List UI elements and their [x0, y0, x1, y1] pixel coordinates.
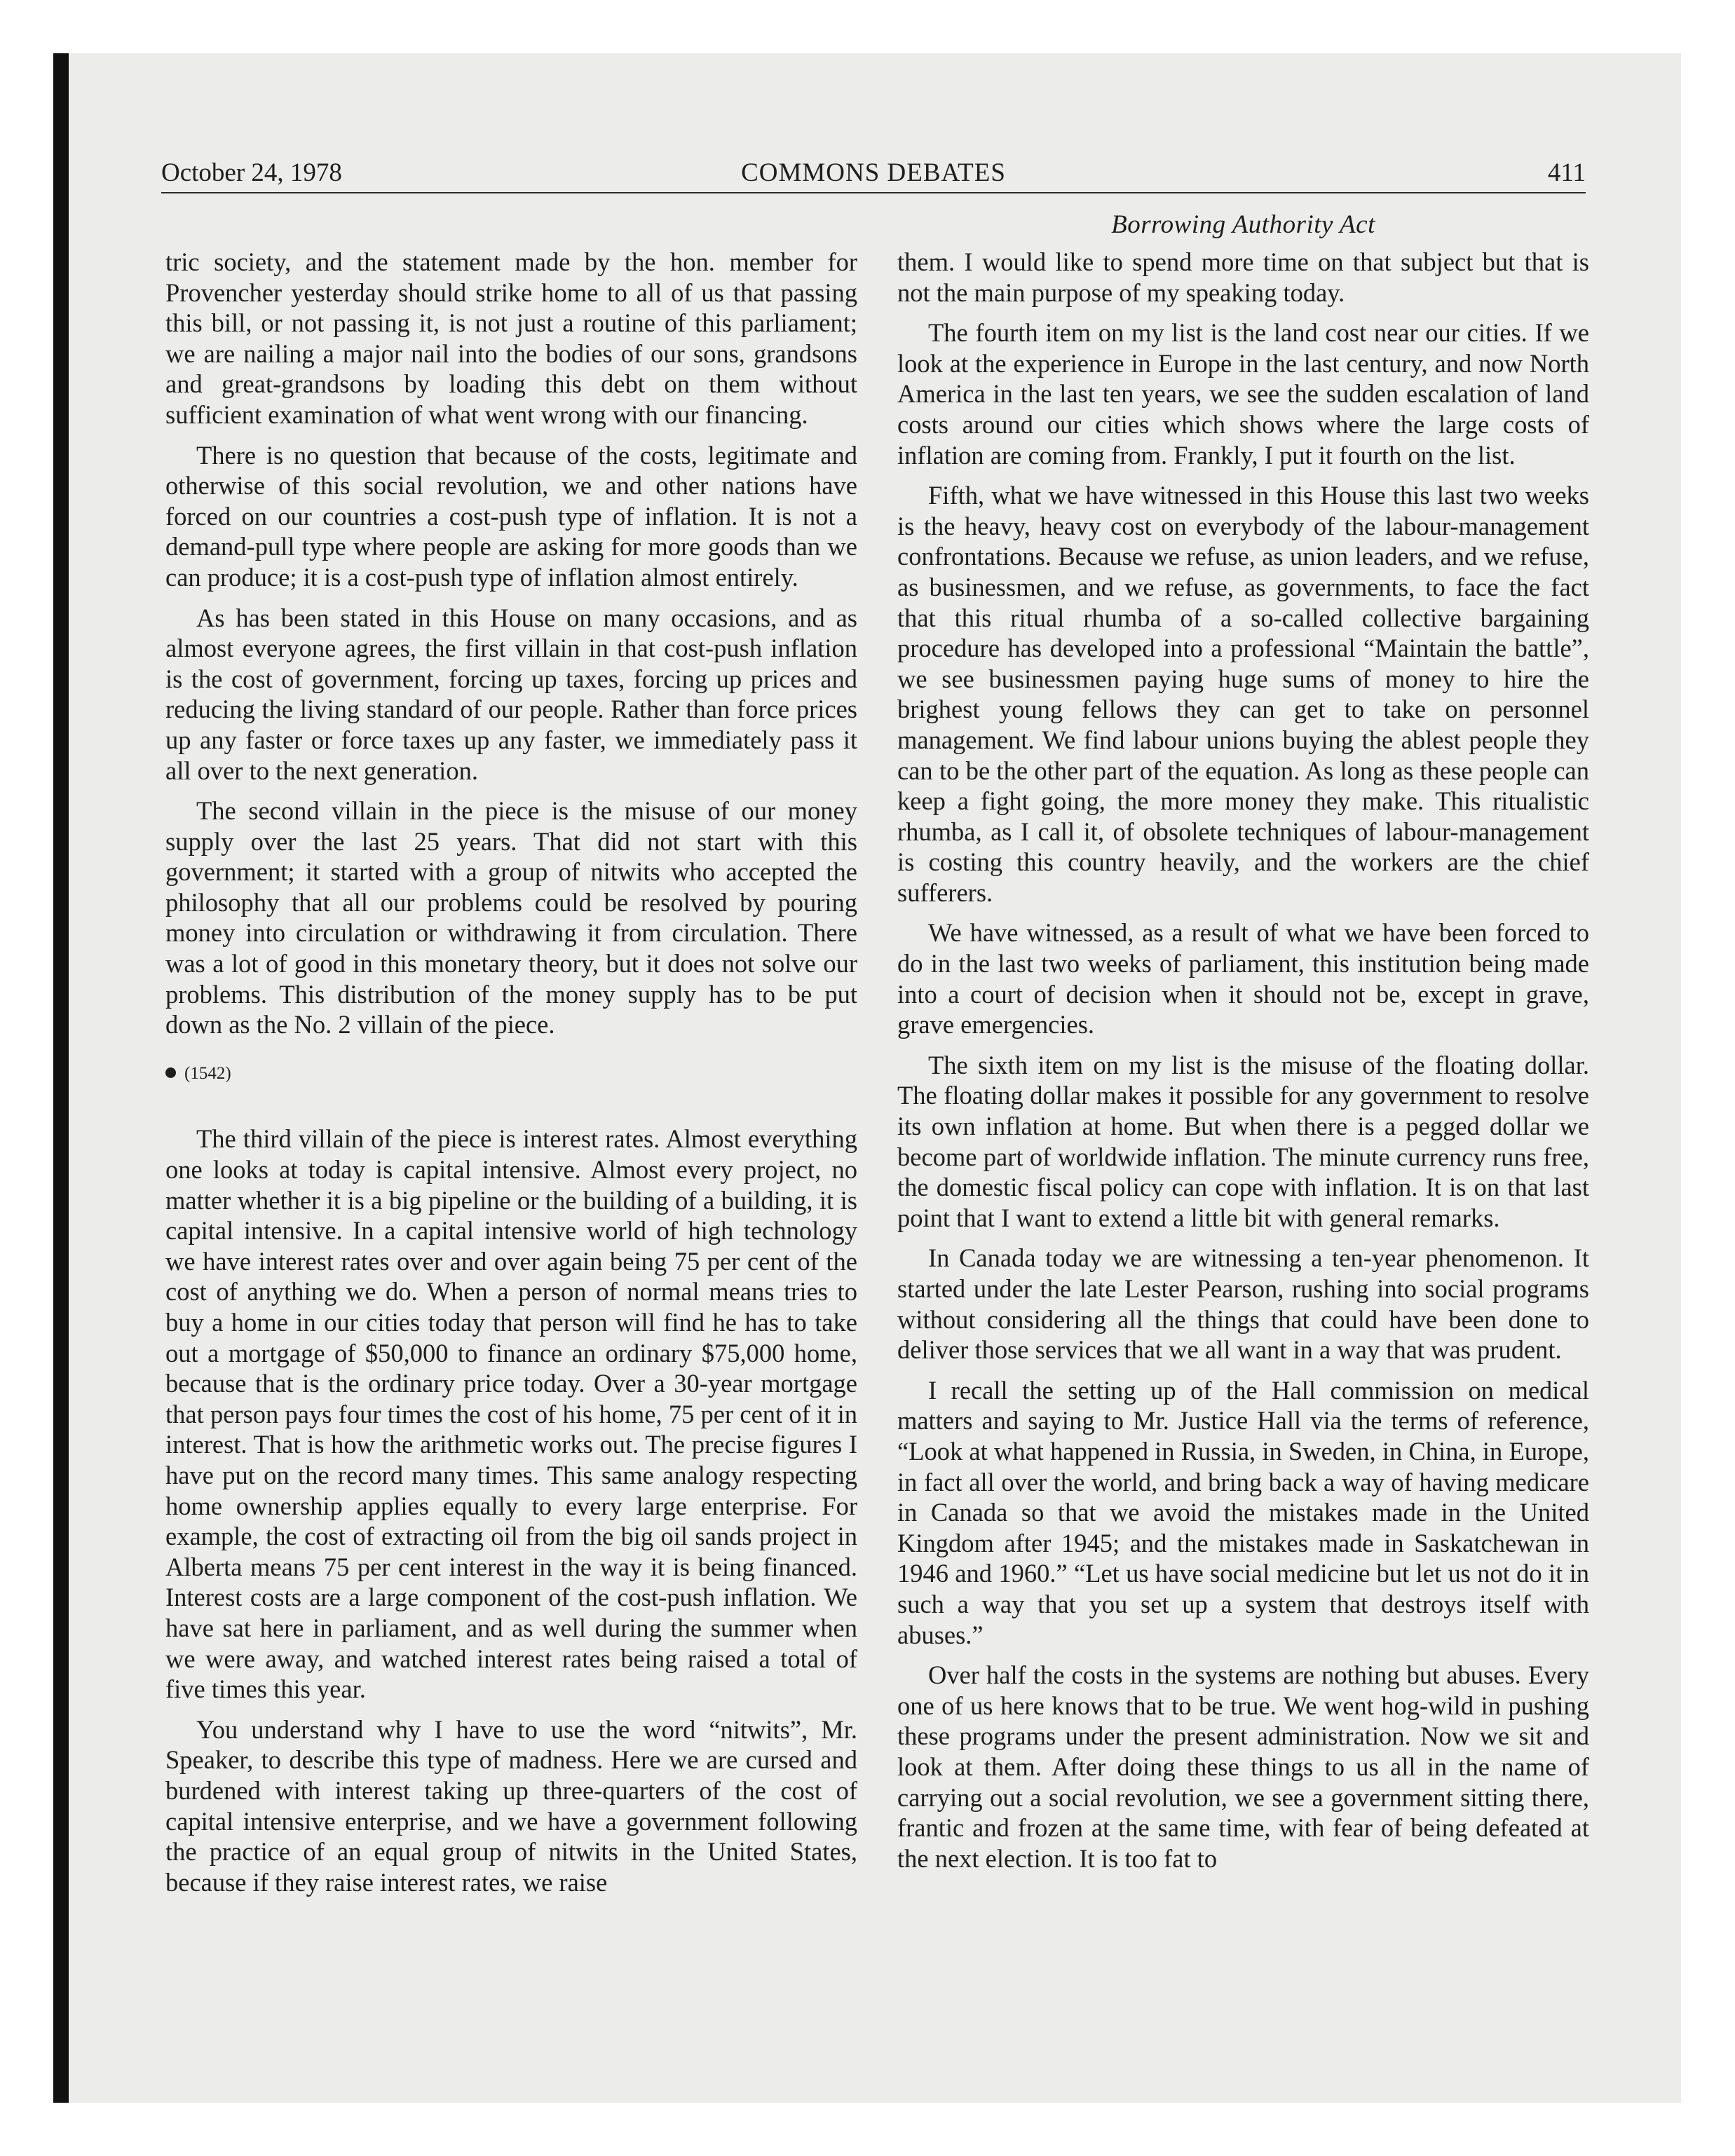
paragraph: As has been stated in this House on many occasions, and as almost everyone agrees, the first villain in that cost-push inflation is the cost of government, forcing up taxes, forcing up prices and reducing the living standard of our people. Rather than force prices up any faster or force taxes up any faster, we immediately pass it all over to the next generation. — [165, 603, 857, 785]
scan-border — [53, 53, 69, 2103]
page-number: 411 — [1547, 158, 1586, 187]
paragraph: them. I would like to spend more time on that subject but that is not the main purpose of my speaking today. — [897, 247, 1589, 307]
header-date: October 24, 1978 — [161, 158, 342, 187]
right-column — [897, 247, 1589, 1883]
time-marker — [165, 1058, 857, 1089]
header-title: COMMONS DEBATES — [741, 158, 1006, 187]
paragraph: The second villain in the piece is the misuse of our money supply over the last 25 years. That did not start with this government; it started with a group of nitwits who accepted the philosophy that all our problems could be resolved by pouring money into circulation or withdrawing it from circulation. There was a lot of good in this monetary theory, but it does not solve our problems. This distribution of the money supply has to be put down as the No. 2 villain of the piece. — [165, 796, 857, 1039]
time-marker-text: (1542) — [184, 1063, 231, 1083]
header-rule — [161, 192, 1586, 193]
paragraph: I recall the setting up of the Hall commission on medical matters and saying to Mr. Justice Hall via the terms of reference, “Look at what happened in Russia, in Sweden, in China, in Europe, in fact all over the world, and bring back a way of having medicare in Canada so that we avoid the mistakes made in the United Kingdom after 1945; and the mistakes made in Saskatchewan in 1946 and 1960.” “Let us have social medicine but let us not do it in such a way that you set up a system that destroys itself with abuses.” — [897, 1375, 1589, 1649]
paragraph: Over half the costs in the systems are nothing but abuses. Every one of us here knows that to be true. We went hog-wild in pushing these programs under the present administration. Now we sit and look at them. After doing these things to us all in the name of carrying out a social revolution, we see a government sitting there, frantic and frozen at the same time, with fear of being defeated at the next election. It is too fat to — [897, 1660, 1589, 1873]
paragraph: Fifth, what we have witnessed in this House this last two weeks is the heavy, heavy cost on everybody of the labour-management confrontations. Because we refuse, as union leaders, and we refuse, as businessmen, and we refuse, as governments, to face the fact that this ritual rhumba of a so-called collective bargaining procedure has developed into a professional “Maintain the battle”, we see businessmen paying huge sums of money to hire the brighest young fellows they can get to take on personnel management. We find labour unions buying the ablest people they can to be the other part of the equation. As long as these people can keep a fight going, the more money they make. This ritualistic rhumba, as I call it, of obsolete techniques of labour-management is costing this country heavily, and the workers are the chief sufferers. — [897, 481, 1589, 907]
paragraph: There is no question that because of the costs, legitimate and otherwise of this social revolution, we and other nations have forced on our countries a cost-push type of inflation. It is not a demand-pull type where people are asking for more goods than we can produce; it is a cost-push type of inflation almost entirely. — [165, 440, 857, 592]
paragraph: The sixth item on my list is the misuse of the floating dollar. The floating dollar makes it possible for any government to resolve its own inflation at home. But when there is a pegged dollar we become part of worldwide inflation. The minute currency runs free, the domestic fiscal policy can cope with inflation. It is on that last point that I want to extend a little bit with general remarks. — [897, 1050, 1589, 1232]
running-header — [161, 156, 1586, 191]
paragraph: tric society, and the statement made by the hon. member for Provencher yesterday should strike home to all of us that passing this bill, or not passing it, is not just a routine of this parliament; we are nailing a major nail into the bodies of our sons, grandsons and great-grandsons by loading this debt on them without sufficient examination of what went wrong with our financing. — [165, 247, 857, 429]
paragraph: We have witnessed, as a result of what we have been forced to do in the last two weeks of parliament, this institution being made into a court of decision when it should not be, except in grave, grave emergencies. — [897, 918, 1589, 1039]
section-heading: Borrowing Authority Act — [1111, 210, 1375, 239]
paragraph: The fourth item on my list is the land cost near our cities. If we look at the experience in Europe in the last century, and now North America in the last ten years, we see the sudden escalation of land costs around our cities which shows where the large costs of inflation are coming from. Frankly, I put it fourth on the list. — [897, 318, 1589, 470]
left-column — [165, 247, 857, 1907]
paragraph: In Canada today we are witnessing a ten-year phenomenon. It started under the late Lester Pearson, rushing into social programs without considering all the things that could have been done to deliver those services that we all want in a way that was prudent. — [897, 1243, 1589, 1365]
bullet-icon — [165, 1067, 176, 1078]
paragraph: The third villain of the piece is interest rates. Almost everything one looks at today is capital intensive. Almost every project, no matter whether it is a big pipeline or the building of a building, it is capital intensive. In a capital intensive world of high technology we have interest rates over and over again being 75 per cent of the cost of anything we do. When a person of normal means tries to buy a home in our cities today that person will find he has to take out a mortgage of $50,000 to finance an ordinary $75,000 home, because that is the ordinary price today. Over a 30-year mortgage that person pays four times the cost of his home, 75 per cent of it in interest. That is how the arithmetic works out. The precise figures I have put on the record many times. This same analogy respecting home ownership applies equally to every large enterprise. For example, the cost of extracting oil from the big oil sands project in Alberta means 75 per cent interest in the way it is being financed. Interest costs are a large component of the cost-push inflation. We have sat here in parliament, and as well during the summer when we were away, and watched interest rates being raised a total of five times this year. — [165, 1124, 857, 1704]
paragraph: You understand why I have to use the word “nitwits”, Mr. Speaker, to describe this type of madness. Here we are cursed and burdened with interest taking up three-quarters of the cost of capital intensive enterprise, and we have a government following the practice of an equal group of nitwits in the United States, because if they raise interest rates, we raise — [165, 1714, 857, 1897]
